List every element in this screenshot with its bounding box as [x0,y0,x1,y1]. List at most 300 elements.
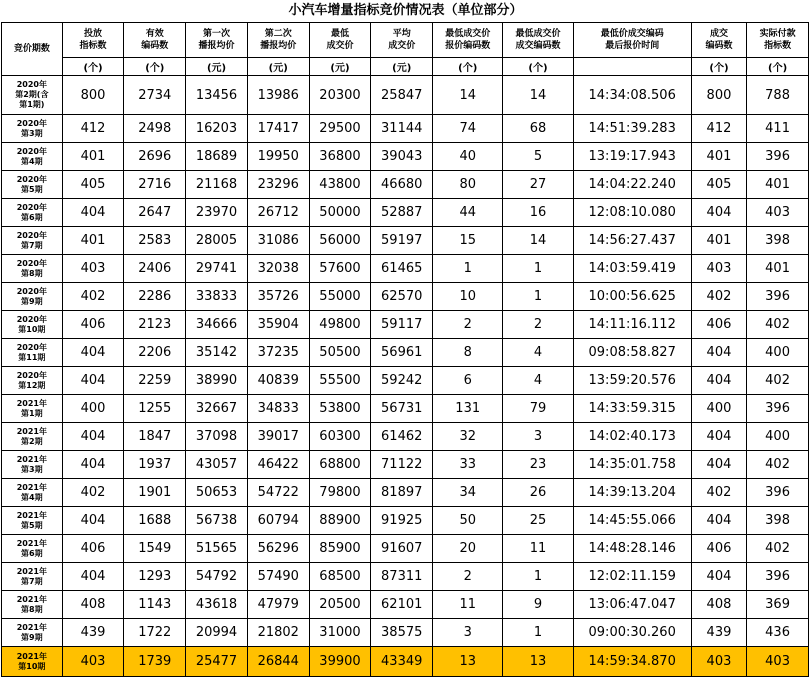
value-cell: 402 [62,283,124,311]
period-line: 第3期 [21,128,43,138]
header-line: 最低 [330,29,349,39]
value-cell: 37235 [247,339,309,367]
value-cell: 1 [433,255,503,283]
unit-cell: (个) [433,58,503,76]
value-cell: 2 [503,311,573,339]
period-line: 第9期 [21,296,43,306]
table-row [2,171,809,199]
value-cell: 38990 [186,367,248,395]
period-cell [2,76,63,115]
period-line: 第3期 [21,464,43,474]
value-cell: 14:35:01.758 [573,451,691,479]
value-cell: 54722 [247,479,309,507]
table-row [2,563,809,591]
value-cell: 436 [747,619,809,647]
period-line: 第6期 [21,548,43,558]
header-cell [573,23,691,58]
unit-cell: (元) [247,58,309,76]
period-line: 第8期 [21,268,43,278]
value-cell: 403 [62,255,124,283]
value-cell: 29741 [186,255,248,283]
value-cell: 56738 [186,507,248,535]
period-cell [2,647,63,677]
value-cell: 402 [747,535,809,563]
table-row [2,479,809,507]
header-line: 平均 [392,29,411,39]
value-cell: 91925 [371,507,433,535]
period-line: 2021年 [16,482,47,492]
value-cell: 09:08:58.827 [573,339,691,367]
value-cell: 50000 [309,199,371,227]
value-cell: 800 [691,76,746,115]
value-cell: 404 [691,339,746,367]
value-cell: 403 [691,647,746,677]
value-cell: 53800 [309,395,371,423]
value-cell: 402 [747,311,809,339]
value-cell: 1937 [124,451,186,479]
value-cell: 60300 [309,423,371,451]
value-cell: 25 [503,507,573,535]
period-line: 2021年 [16,594,47,604]
header-line: 实际付款 [759,29,796,39]
value-cell: 61465 [371,255,433,283]
value-cell: 80 [433,171,503,199]
value-cell: 25477 [186,647,248,677]
period-line: 第5期 [21,184,43,194]
value-cell: 11 [433,591,503,619]
value-cell: 404 [691,563,746,591]
value-cell: 32667 [186,395,248,423]
unit-cell: (个) [503,58,573,76]
value-cell: 20500 [309,591,371,619]
value-cell: 369 [747,591,809,619]
header-line: 投放 [84,29,103,39]
period-cell [2,339,63,367]
period-line: 第10期 [18,661,46,671]
table-row [2,647,809,677]
value-cell: 411 [747,115,809,143]
value-cell: 27 [503,171,573,199]
table-row [2,451,809,479]
unit-cell: (个) [62,58,124,76]
unit-cell [573,58,691,76]
value-cell: 14:33:59.315 [573,395,691,423]
value-cell: 1688 [124,507,186,535]
value-cell: 56961 [371,339,433,367]
value-cell: 57490 [247,563,309,591]
value-cell: 11 [503,535,573,563]
period-cell [2,227,63,255]
value-cell: 405 [62,171,124,199]
value-cell: 21168 [186,171,248,199]
period-line: 2020年 [16,258,47,268]
value-cell: 26844 [247,647,309,677]
value-cell: 26712 [247,199,309,227]
period-line: 2020年 [16,230,47,240]
value-cell: 13:19:17.943 [573,143,691,171]
value-cell: 32 [433,423,503,451]
header-line: 第二次 [264,29,292,39]
value-cell: 14 [503,76,573,115]
header-line: 成交编码数 [515,41,561,51]
header-line: 编码数 [705,41,733,51]
value-cell: 1722 [124,619,186,647]
value-cell: 59197 [371,227,433,255]
value-cell: 56731 [371,395,433,423]
value-cell: 56296 [247,535,309,563]
table-row [2,76,809,115]
period-line: 2021年 [16,538,47,548]
value-cell: 2647 [124,199,186,227]
value-cell: 1 [503,255,573,283]
header-line: 指标数 [79,41,107,51]
value-cell: 14:51:39.283 [573,115,691,143]
header-cell [747,23,809,58]
value-cell: 1847 [124,423,186,451]
value-cell: 1739 [124,647,186,677]
value-cell: 396 [747,479,809,507]
period-line: 2021年 [16,566,47,576]
value-cell: 3 [503,423,573,451]
value-cell: 401 [62,143,124,171]
value-cell: 2406 [124,255,186,283]
period-cell [2,451,63,479]
value-cell: 68500 [309,563,371,591]
period-cell [2,143,63,171]
value-cell: 79 [503,395,573,423]
period-line: 2021年 [16,510,47,520]
header-cell [371,23,433,58]
value-cell: 38575 [371,619,433,647]
period-line: 2020年 [16,286,47,296]
header-line: 最低成交价 [515,29,561,39]
value-cell: 20300 [309,76,371,115]
period-cell [2,535,63,563]
value-cell: 14:59:34.870 [573,647,691,677]
value-cell: 131 [433,395,503,423]
value-cell: 49800 [309,311,371,339]
unit-cell: (个) [691,58,746,76]
period-line: 第10期 [18,324,46,334]
value-cell: 23970 [186,199,248,227]
period-line: 2020年 [16,80,47,89]
value-cell: 59242 [371,367,433,395]
value-cell: 13:06:47.047 [573,591,691,619]
value-cell: 56000 [309,227,371,255]
period-cell [2,563,63,591]
period-line: 第4期 [21,156,43,166]
value-cell: 14:48:28.146 [573,535,691,563]
period-cell [2,283,63,311]
period-line: 第2期 [21,436,43,446]
value-cell: 2716 [124,171,186,199]
value-cell: 74 [433,115,503,143]
value-cell: 1293 [124,563,186,591]
value-cell: 39043 [371,143,433,171]
value-cell: 13:59:20.576 [573,367,691,395]
value-cell: 1 [503,619,573,647]
unit-cell: (元) [186,58,248,76]
period-cell [2,591,63,619]
period-cell [2,423,63,451]
value-cell: 40 [433,143,503,171]
value-cell: 50 [433,507,503,535]
period-line: 2020年 [16,370,47,380]
value-cell: 408 [691,591,746,619]
value-cell: 52887 [371,199,433,227]
period-line: 第2期(含 [15,90,49,99]
value-cell: 9 [503,591,573,619]
table-row [2,115,809,143]
value-cell: 2286 [124,283,186,311]
value-cell: 16203 [186,115,248,143]
value-cell: 2 [433,563,503,591]
value-cell: 43618 [186,591,248,619]
value-cell: 13 [433,647,503,677]
value-cell: 398 [747,507,809,535]
header-cell [62,23,124,58]
value-cell: 12:08:10.080 [573,199,691,227]
value-cell: 8 [433,339,503,367]
value-cell: 55000 [309,283,371,311]
value-cell: 87311 [371,563,433,591]
value-cell: 2259 [124,367,186,395]
value-cell: 2206 [124,339,186,367]
period-line: 第8期 [21,604,43,614]
value-cell: 47979 [247,591,309,619]
header-line: 最低价成交编码 [600,29,664,39]
value-cell: 14:34:08.506 [573,76,691,115]
value-cell: 33 [433,451,503,479]
value-cell: 39900 [309,647,371,677]
unit-cell: (元) [309,58,371,76]
period-cell [2,395,63,423]
period-cell [2,479,63,507]
value-cell: 788 [747,76,809,115]
value-cell: 1549 [124,535,186,563]
value-cell: 23 [503,451,573,479]
table-row [2,507,809,535]
header-line: 编码数 [141,41,169,51]
header-line: 播报均价 [198,41,235,51]
value-cell: 79800 [309,479,371,507]
value-cell: 91607 [371,535,433,563]
value-cell: 6 [433,367,503,395]
table-row [2,619,809,647]
value-cell: 14 [433,76,503,115]
value-cell: 402 [691,283,746,311]
header-line: 报价编码数 [445,41,491,51]
value-cell: 404 [62,563,124,591]
value-cell: 37098 [186,423,248,451]
value-cell: 4 [503,339,573,367]
unit-cell: (个) [124,58,186,76]
value-cell: 404 [62,451,124,479]
table-row [2,367,809,395]
value-cell: 62101 [371,591,433,619]
value-cell: 14 [503,227,573,255]
table-row [2,423,809,451]
value-cell: 404 [62,367,124,395]
period-line: 第7期 [21,576,43,586]
value-cell: 13456 [186,76,248,115]
value-cell: 439 [62,619,124,647]
header-line: 播报均价 [260,41,297,51]
value-cell: 400 [747,339,809,367]
value-cell: 44 [433,199,503,227]
value-cell: 1 [503,563,573,591]
value-cell: 404 [62,339,124,367]
unit-cell: (元) [371,58,433,76]
table-row [2,311,809,339]
value-cell: 31000 [309,619,371,647]
value-cell: 35142 [186,339,248,367]
value-cell: 400 [747,423,809,451]
value-cell: 33833 [186,283,248,311]
period-line: 2020年 [16,118,47,128]
period-line: 2021年 [16,398,47,408]
value-cell: 2734 [124,76,186,115]
value-cell: 14:02:40.173 [573,423,691,451]
value-cell: 39017 [247,423,309,451]
value-cell: 400 [62,395,124,423]
value-cell: 35726 [247,283,309,311]
header-cell [186,23,248,58]
units-row [2,58,809,76]
period-line: 2021年 [16,454,47,464]
value-cell: 5 [503,143,573,171]
table-body [2,23,809,677]
value-cell: 14:03:59.419 [573,255,691,283]
period-cell [2,171,63,199]
value-cell: 20994 [186,619,248,647]
header-line: 第一次 [203,29,231,39]
table-row [2,227,809,255]
value-cell: 1 [503,283,573,311]
value-cell: 68800 [309,451,371,479]
value-cell: 404 [691,507,746,535]
period-line: 2020年 [16,146,47,156]
value-cell: 396 [747,283,809,311]
header-cell [247,23,309,58]
period-line: 2020年 [16,202,47,212]
value-cell: 15 [433,227,503,255]
header-cell [691,23,746,58]
value-cell: 412 [691,115,746,143]
value-cell: 404 [62,423,124,451]
value-cell: 2123 [124,311,186,339]
header-line: 最后报价时间 [605,41,660,51]
value-cell: 408 [62,591,124,619]
value-cell: 55500 [309,367,371,395]
value-cell: 402 [691,479,746,507]
header-period: 竞价期数 [2,23,63,76]
value-cell: 57600 [309,255,371,283]
table-title: 小汽车增量指标竞价情况表（单位部分） [288,3,523,18]
period-line: 2020年 [16,314,47,324]
value-cell: 60794 [247,507,309,535]
value-cell: 401 [691,227,746,255]
value-cell: 1143 [124,591,186,619]
value-cell: 14:56:27.437 [573,227,691,255]
header-line: 最低成交价 [445,29,491,39]
value-cell: 14:39:13.204 [573,479,691,507]
value-cell: 50653 [186,479,248,507]
value-cell: 46422 [247,451,309,479]
value-cell: 403 [747,199,809,227]
value-cell: 14:45:55.066 [573,507,691,535]
value-cell: 412 [62,115,124,143]
period-line: 2021年 [16,651,47,661]
value-cell: 403 [747,647,809,677]
value-cell: 16 [503,199,573,227]
header-row [2,23,809,58]
period-cell [2,311,63,339]
value-cell: 1255 [124,395,186,423]
value-cell: 800 [62,76,124,115]
header-cell [433,23,503,58]
value-cell: 14:11:16.112 [573,311,691,339]
value-cell: 46680 [371,171,433,199]
period-line: 第6期 [21,212,43,222]
value-cell: 404 [62,199,124,227]
value-cell: 396 [747,143,809,171]
period-line: 第11期 [18,352,46,362]
period-line: 第12期 [18,380,46,390]
value-cell: 62570 [371,283,433,311]
header-line: 指标数 [764,41,792,51]
value-cell: 23296 [247,171,309,199]
table-row [2,143,809,171]
period-cell [2,115,63,143]
header-line: 成交价 [326,41,354,51]
value-cell: 406 [691,535,746,563]
value-cell: 403 [691,255,746,283]
value-cell: 81897 [371,479,433,507]
table-row [2,395,809,423]
value-cell: 21802 [247,619,309,647]
period-cell [2,199,63,227]
value-cell: 68 [503,115,573,143]
header-line: 成交价 [388,41,416,51]
value-cell: 401 [747,171,809,199]
value-cell: 406 [691,311,746,339]
value-cell: 88900 [309,507,371,535]
table-row [2,591,809,619]
value-cell: 43057 [186,451,248,479]
value-cell: 400 [691,395,746,423]
period-line: 第9期 [21,632,43,642]
bidding-table [1,22,809,677]
value-cell: 402 [62,479,124,507]
value-cell: 10:00:56.625 [573,283,691,311]
period-line: 第1期) [19,100,45,109]
value-cell: 404 [691,367,746,395]
value-cell: 406 [62,311,124,339]
value-cell: 404 [691,199,746,227]
period-line: 2021年 [16,622,47,632]
value-cell: 4 [503,367,573,395]
value-cell: 2696 [124,143,186,171]
value-cell: 59117 [371,311,433,339]
value-cell: 404 [62,507,124,535]
value-cell: 402 [747,451,809,479]
value-cell: 36800 [309,143,371,171]
value-cell: 85900 [309,535,371,563]
value-cell: 12:02:11.159 [573,563,691,591]
value-cell: 396 [747,563,809,591]
value-cell: 13986 [247,76,309,115]
